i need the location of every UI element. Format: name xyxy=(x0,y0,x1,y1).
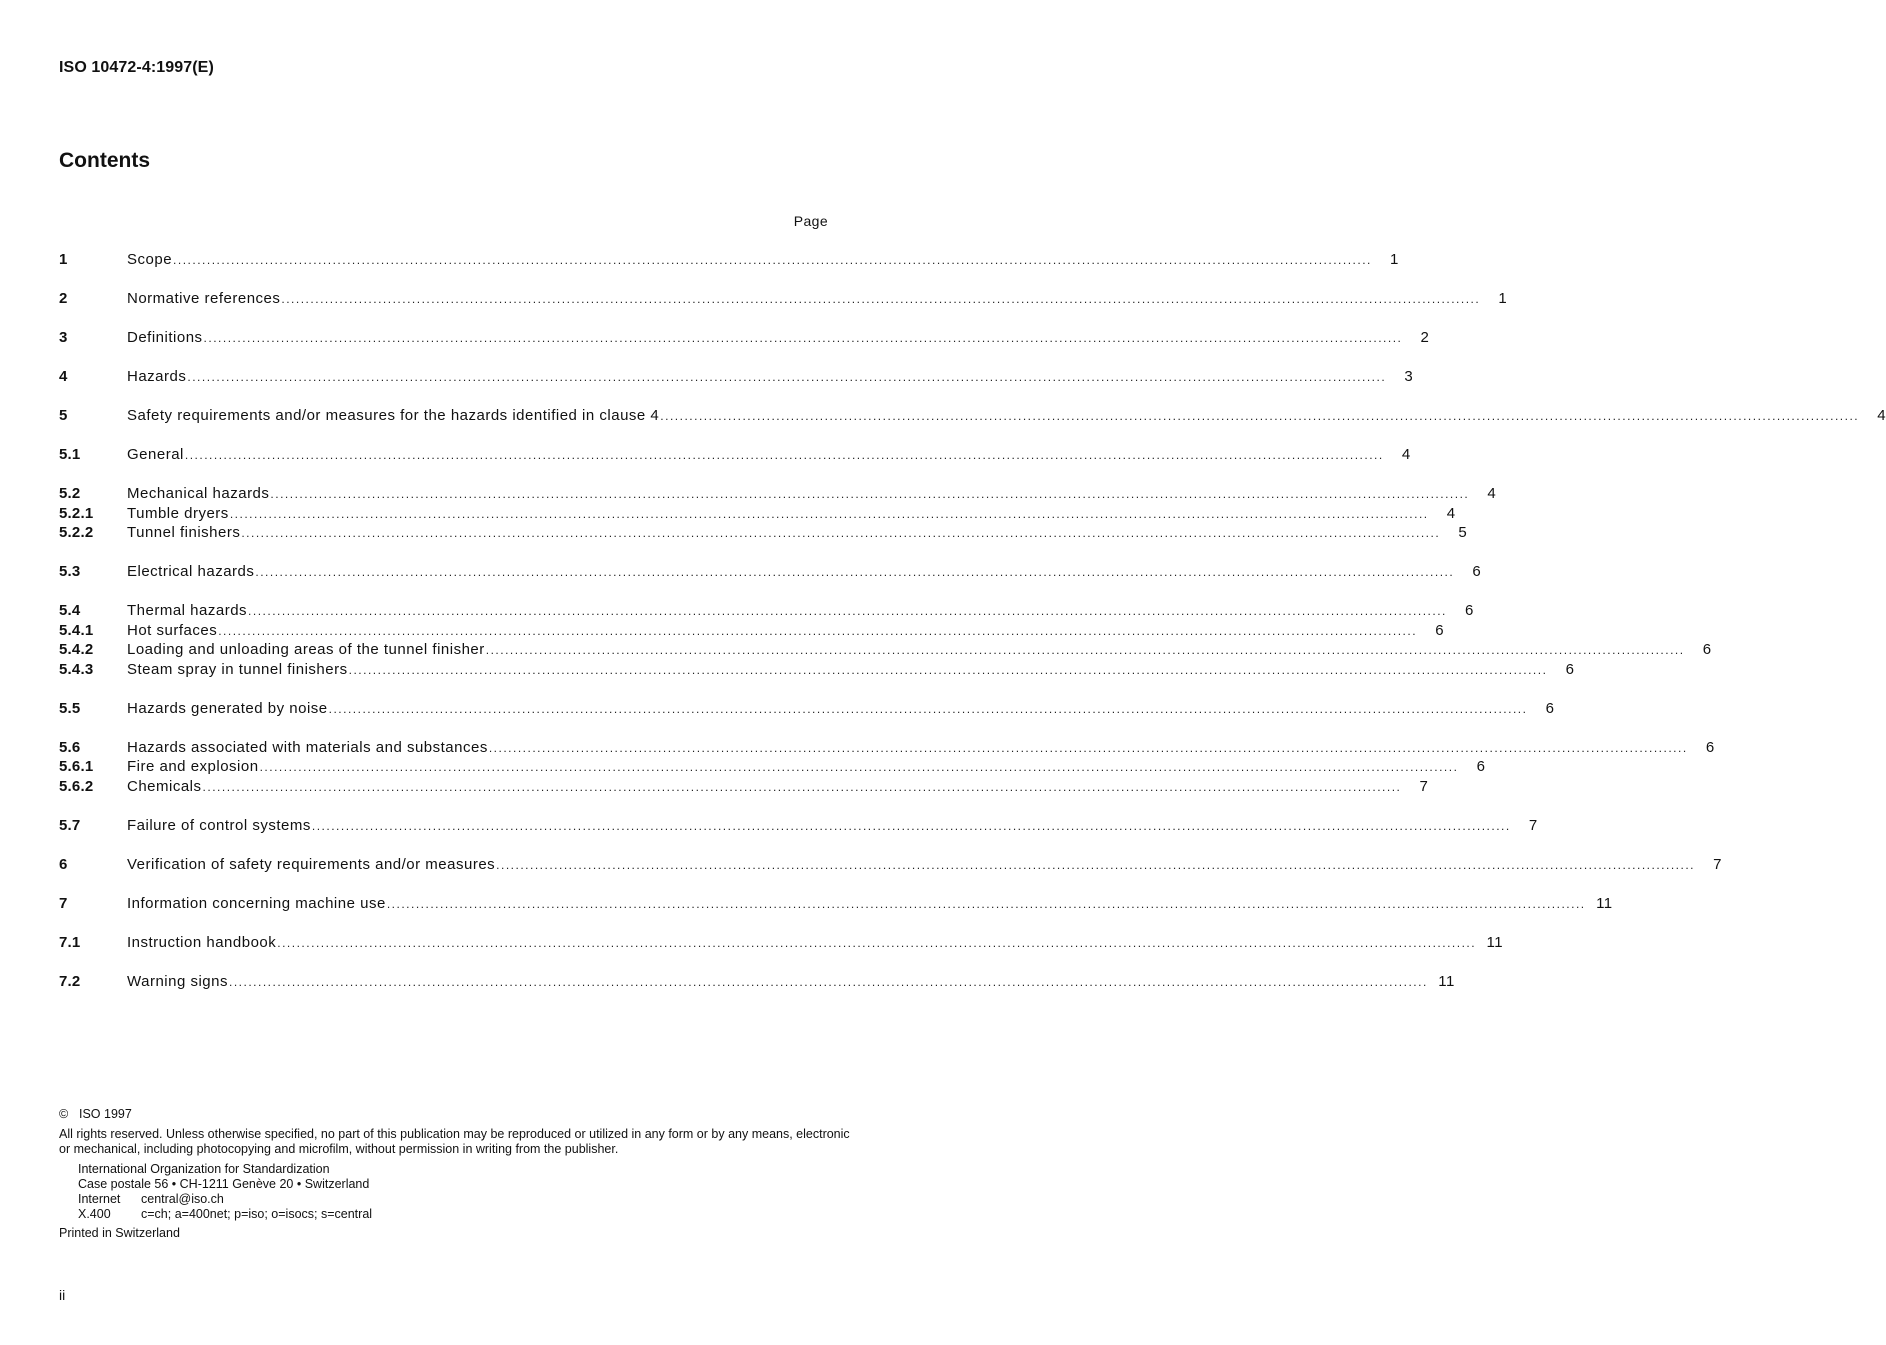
toc-entry-page: 6 xyxy=(1545,699,1555,717)
toc-entry-page: 4 xyxy=(1401,445,1411,463)
toc-entry-title: Information concerning machine use xyxy=(127,894,386,912)
toc-entry-page: 7 xyxy=(1528,816,1538,834)
toc-entry-title: Warning signs xyxy=(127,972,228,990)
toc-dot-leader xyxy=(270,487,1469,501)
toc-entry-page: 6 xyxy=(1476,758,1486,776)
toc-entry-number: 5.7 xyxy=(59,816,81,834)
copyright-footer xyxy=(59,1107,889,1242)
toc-entry-title: Fire and explosion xyxy=(127,758,259,776)
toc-entry[interactable] xyxy=(59,621,1445,642)
toc-entry[interactable] xyxy=(59,524,1468,544)
toc-entry[interactable] xyxy=(59,328,1430,349)
toc-entry-title: General xyxy=(127,445,184,463)
x400-label: X.400 xyxy=(78,1207,111,1222)
toc-entry-number: 4 xyxy=(59,367,68,385)
document-id: ISO 10472-4:1997(E) xyxy=(59,59,214,76)
printed-location: Printed in Switzerland xyxy=(59,1226,180,1241)
copyright-line xyxy=(59,1107,889,1122)
toc-entry-number: 3 xyxy=(59,328,68,346)
toc-entry[interactable] xyxy=(59,251,1399,271)
toc-dot-leader xyxy=(329,702,1528,716)
rights-line: All rights reserved. Unless otherwise specified, no part of this publication may be reproduced or utilized in any form or by any means, electronic xyxy=(59,1127,850,1142)
toc-entry[interactable] xyxy=(59,778,1429,798)
toc-dot-leader xyxy=(349,663,1548,677)
toc-entry-title: Hazards generated by noise xyxy=(127,699,328,717)
toc-entry-title: Thermal hazards xyxy=(127,602,248,620)
toc-dot-leader xyxy=(241,526,1440,540)
toc-entry[interactable] xyxy=(59,484,1497,505)
toc-entry-number: 5.2.1 xyxy=(59,504,94,522)
page-number: ii xyxy=(59,1287,66,1303)
toc-dot-leader xyxy=(496,858,1695,872)
toc-entry[interactable] xyxy=(59,445,1411,466)
toc-entry-number: 5 xyxy=(59,406,68,424)
copyright-symbol: © xyxy=(59,1107,69,1121)
toc-entry-number: 5.6.2 xyxy=(59,778,94,795)
toc-entry-number: 7 xyxy=(59,894,68,912)
toc-entry-page: 5 xyxy=(1458,524,1468,542)
toc-entry-page: 6 xyxy=(1705,738,1715,756)
toc-entry-title: Verification of safety requirements and/or measures xyxy=(127,855,496,873)
toc-entry[interactable] xyxy=(59,504,1456,525)
toc-entry-number: 5.2 xyxy=(59,484,81,502)
rights-line: or mechanical, including photocopying and microfilm, without permission in writing from the publisher. xyxy=(59,1142,619,1157)
toc-entry-title: Hot surfaces xyxy=(127,621,218,639)
toc-entry-page: 4 xyxy=(1487,484,1497,502)
toc-entry-title: Instruction handbook xyxy=(127,933,277,951)
toc-entry-number: 5.1 xyxy=(59,445,81,463)
toc-entry-title: Mechanical hazards xyxy=(127,484,270,502)
toc-entry-page: 6 xyxy=(1465,602,1474,620)
toc-entry[interactable] xyxy=(59,641,1712,661)
toc-entry[interactable] xyxy=(59,855,1722,876)
toc-entry-page: 2 xyxy=(1420,328,1430,346)
toc-dot-leader xyxy=(260,760,1459,774)
toc-entry-number: 5.4.3 xyxy=(59,660,94,678)
toc-dot-leader xyxy=(312,819,1511,833)
toc-dot-leader xyxy=(281,292,1480,306)
toc-entry[interactable] xyxy=(59,289,1508,310)
toc-entry-title: Steam spray in tunnel finishers xyxy=(127,660,348,678)
toc-entry[interactable] xyxy=(59,563,1482,583)
toc-entry-page: 4 xyxy=(1877,406,1886,424)
toc-entry-number: 5.6 xyxy=(59,738,81,756)
internet-value: central@iso.ch xyxy=(141,1192,224,1207)
toc-entry-number: 6 xyxy=(59,855,68,873)
toc-entry-title: Tumble dryers xyxy=(127,504,229,522)
toc-dot-leader xyxy=(387,897,1586,911)
toc-entry-number: 5.6.1 xyxy=(59,758,94,776)
toc-entry[interactable] xyxy=(59,406,1886,427)
toc-entry-title: Chemicals xyxy=(127,778,202,795)
toc-entry[interactable] xyxy=(59,972,1455,993)
page-column-label: Page xyxy=(793,213,828,229)
toc-entry-page: 6 xyxy=(1702,641,1712,659)
toc-entry-title: Definitions xyxy=(127,328,203,346)
toc-dot-leader xyxy=(230,507,1429,521)
toc-entry-number: 5.4.1 xyxy=(59,621,94,639)
toc-dot-leader xyxy=(173,253,1372,267)
x400-contact xyxy=(59,1207,889,1222)
toc-dot-leader xyxy=(187,370,1386,384)
toc-entry-title: Electrical hazards xyxy=(127,563,255,581)
toc-entry-title: Hazards xyxy=(127,367,187,385)
toc-entry[interactable] xyxy=(59,933,1504,954)
toc-entry-page: 11 xyxy=(1486,933,1504,951)
toc-dot-leader xyxy=(489,741,1688,755)
toc-entry-page: 6 xyxy=(1565,660,1575,678)
table-of-contents xyxy=(59,251,1886,993)
toc-entry-page: 1 xyxy=(1498,289,1508,307)
toc-entry[interactable] xyxy=(59,758,1486,778)
toc-dot-leader xyxy=(248,604,1447,618)
toc-entry-page: 4 xyxy=(1446,504,1456,522)
toc-entry-number: 5.3 xyxy=(59,563,81,581)
toc-dot-leader xyxy=(229,975,1428,989)
toc-entry[interactable] xyxy=(59,738,1715,759)
toc-entry-title: Hazards associated with materials and substances xyxy=(127,738,488,756)
toc-dot-leader xyxy=(660,409,1859,423)
toc-entry[interactable] xyxy=(59,894,1613,915)
toc-entry[interactable] xyxy=(59,602,1474,622)
toc-dot-leader xyxy=(218,624,1417,638)
toc-entry-number: 5.2.2 xyxy=(59,524,94,542)
toc-dot-leader xyxy=(185,448,1384,462)
toc-entry-title: Normative references xyxy=(127,289,281,307)
toc-dot-leader xyxy=(255,565,1454,579)
toc-entry[interactable] xyxy=(59,367,1414,388)
toc-entry-page: 6 xyxy=(1435,621,1445,639)
toc-entry-number: 7.2 xyxy=(59,972,81,990)
internet-label: Internet xyxy=(78,1192,121,1207)
toc-entry-title: Safety requirements and/or measures for the hazards identified in clause 4 xyxy=(127,406,660,424)
toc-entry-page: 1 xyxy=(1390,251,1399,268)
org-name: International Organization for Standardization xyxy=(78,1161,330,1176)
toc-entry-number: 2 xyxy=(59,289,68,307)
toc-entry-page: 7 xyxy=(1419,778,1429,795)
toc-entry-page: 11 xyxy=(1438,972,1455,990)
toc-entry-title: Loading and unloading areas of the tunnel finisher xyxy=(127,641,485,659)
toc-entry-number: 5.4 xyxy=(59,602,81,620)
x400-value: c=ch; a=400net; p=iso; o=isocs; s=central xyxy=(141,1207,373,1222)
toc-entry-number: 1 xyxy=(59,251,68,268)
toc-entry-number: 7.1 xyxy=(59,933,81,951)
page-title: Contents xyxy=(59,149,150,172)
toc-entry[interactable] xyxy=(59,699,1555,720)
toc-entry-page: 7 xyxy=(1713,855,1722,873)
rights-statement xyxy=(59,1127,889,1157)
toc-entry-title: Failure of control systems xyxy=(127,816,311,834)
toc-entry[interactable] xyxy=(59,816,1538,837)
toc-entry-title: Tunnel finishers xyxy=(127,524,241,542)
internet-contact xyxy=(59,1192,889,1207)
toc-dot-leader xyxy=(486,643,1685,657)
toc-entry-page: 6 xyxy=(1472,563,1482,581)
toc-entry-number: 5.4.2 xyxy=(59,641,94,659)
toc-dot-leader xyxy=(204,331,1403,345)
toc-entry-number: 5.5 xyxy=(59,699,81,717)
toc-entry-page: 11 xyxy=(1596,894,1613,912)
copyright-text: ISO 1997 xyxy=(79,1107,132,1121)
toc-dot-leader xyxy=(277,936,1476,950)
org-address: Case postale 56 • CH-1211 Genève 20 • Switzerland xyxy=(78,1176,370,1191)
toc-entry-title: Scope xyxy=(127,251,173,268)
toc-entry-page: 3 xyxy=(1404,367,1414,385)
toc-dot-leader xyxy=(203,780,1402,794)
toc-entry[interactable] xyxy=(59,660,1575,681)
